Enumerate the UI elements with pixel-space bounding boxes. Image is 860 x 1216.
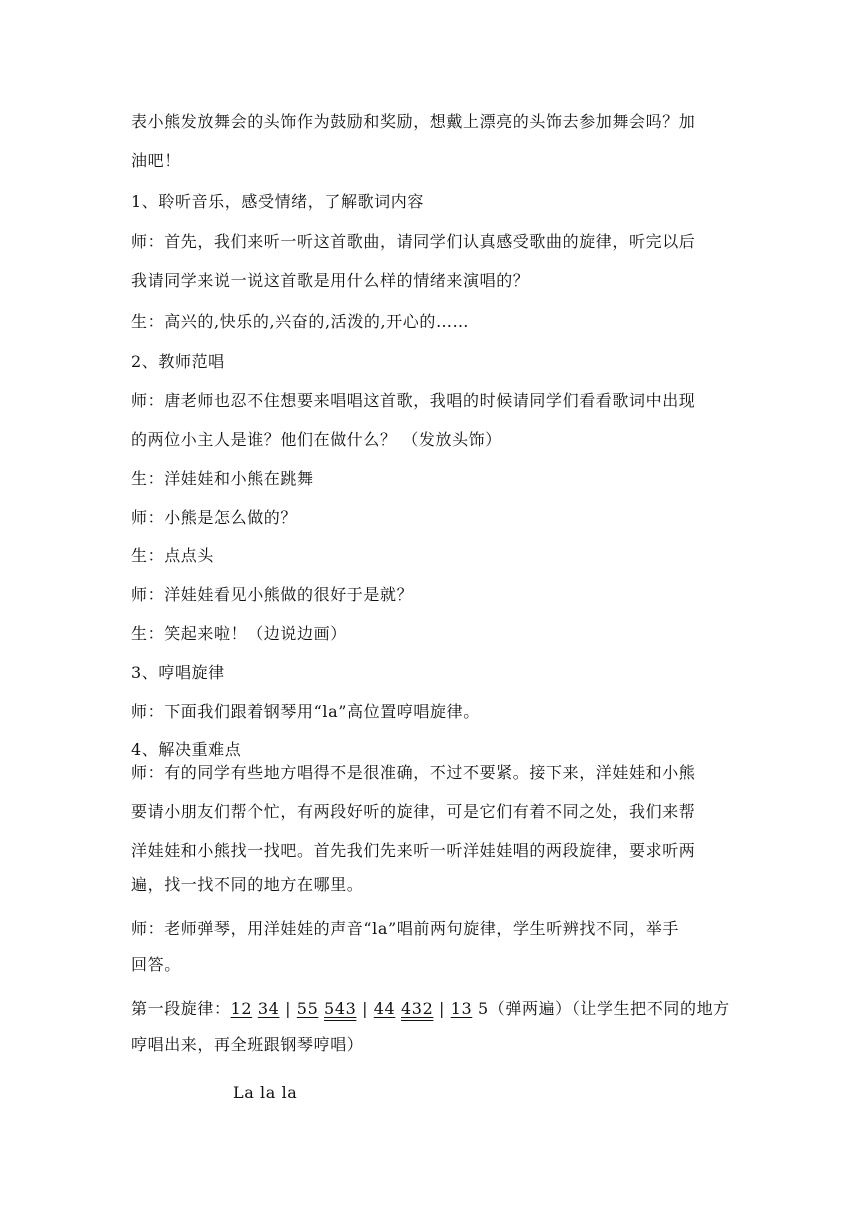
paragraph-line: 师：洋娃娃看见小熊做的很好于是就？ xyxy=(131,585,414,604)
melody-notes: 55 xyxy=(296,999,319,1018)
paragraph-line: 表小熊发放舞会的头饰作为鼓励和奖励，想戴上漂亮的头饰去参加舞会吗？加 xyxy=(131,112,696,131)
melody-notes: 432 xyxy=(401,999,434,1018)
paragraph-line: 师：老师弹琴，用洋娃娃的声音“la”唱前两句旋律，学生听辨找不同，举手 xyxy=(131,919,680,938)
lyric-line: La la la xyxy=(233,1083,298,1102)
bar-line: | xyxy=(285,999,292,1018)
paragraph-line: 生：笑起来啦！（边说边画） xyxy=(131,624,347,643)
section-heading: 3、哼唱旋律 xyxy=(131,663,225,682)
section-heading: 4、解决重难点 xyxy=(131,740,242,759)
paragraph-line: 要请小朋友们帮个忙，有两段好听的旋律，可是它们有着不同之处，我们来帮 xyxy=(131,802,696,821)
paragraph-line: 回答。 xyxy=(131,955,181,974)
paragraph-line: 生：点点头 xyxy=(131,546,215,565)
bar-line: | xyxy=(362,999,369,1018)
paragraph-line: 我请同学来说一说这首歌是用什么样的情绪来演唱的？ xyxy=(131,271,530,290)
melody-notes: 543 xyxy=(324,999,357,1018)
melody-notes: 12 xyxy=(230,999,253,1018)
melody-note-text: （弹两遍）（让学生把不同的地方 xyxy=(488,999,730,1018)
paragraph-line: 师：有的同学有些地方唱得不是很准确，不过不要紧。接下来，洋娃娃和小熊 xyxy=(131,763,696,782)
paragraph-line: 油吧！ xyxy=(131,151,181,170)
melody-notes: 13 xyxy=(450,999,473,1018)
paragraph-line: 的两位小主人是谁？他们在做什么？ （发放头饰） xyxy=(131,430,502,449)
paragraph-line: 师：首先，我们来听一听这首歌曲，请同学们认真感受歌曲的旋律，听完以后 xyxy=(131,232,696,251)
section-heading: 1、聆听音乐，感受情绪，了解歌词内容 xyxy=(131,192,424,211)
paragraph-line: 遍，找一找不同的地方在哪里。 xyxy=(131,875,364,894)
section-heading: 2、教师范唱 xyxy=(131,352,225,371)
paragraph-line: 师：下面我们跟着钢琴用“la”高位置哼唱旋律。 xyxy=(131,702,480,721)
paragraph-line: 生：洋娃娃和小熊在跳舞 xyxy=(131,469,314,488)
paragraph-line: 师：小熊是怎么做的？ xyxy=(131,508,298,527)
paragraph-line: 洋娃娃和小熊找一找吧。首先我们先来听一听洋娃娃唱的两段旋律，要求听两 xyxy=(131,841,696,860)
melody-label: 第一段旋律： xyxy=(131,999,231,1018)
melody-notes: 5 xyxy=(477,999,489,1018)
melody-notes: 44 xyxy=(373,999,396,1018)
paragraph-line: 师：唐老师也忍不住想要来唱唱这首歌，我唱的时候请同学们看看歌词中出现 xyxy=(131,391,696,410)
melody-notes: 34 xyxy=(257,999,280,1018)
melody-line xyxy=(131,999,730,1019)
paragraph-line: 哼唱出来，再全班跟钢琴哼唱） xyxy=(131,1035,364,1054)
bar-line: | xyxy=(439,999,446,1018)
paragraph-line: 生：高兴的,快乐的,兴奋的,活泼的,开心的…… xyxy=(131,312,470,331)
